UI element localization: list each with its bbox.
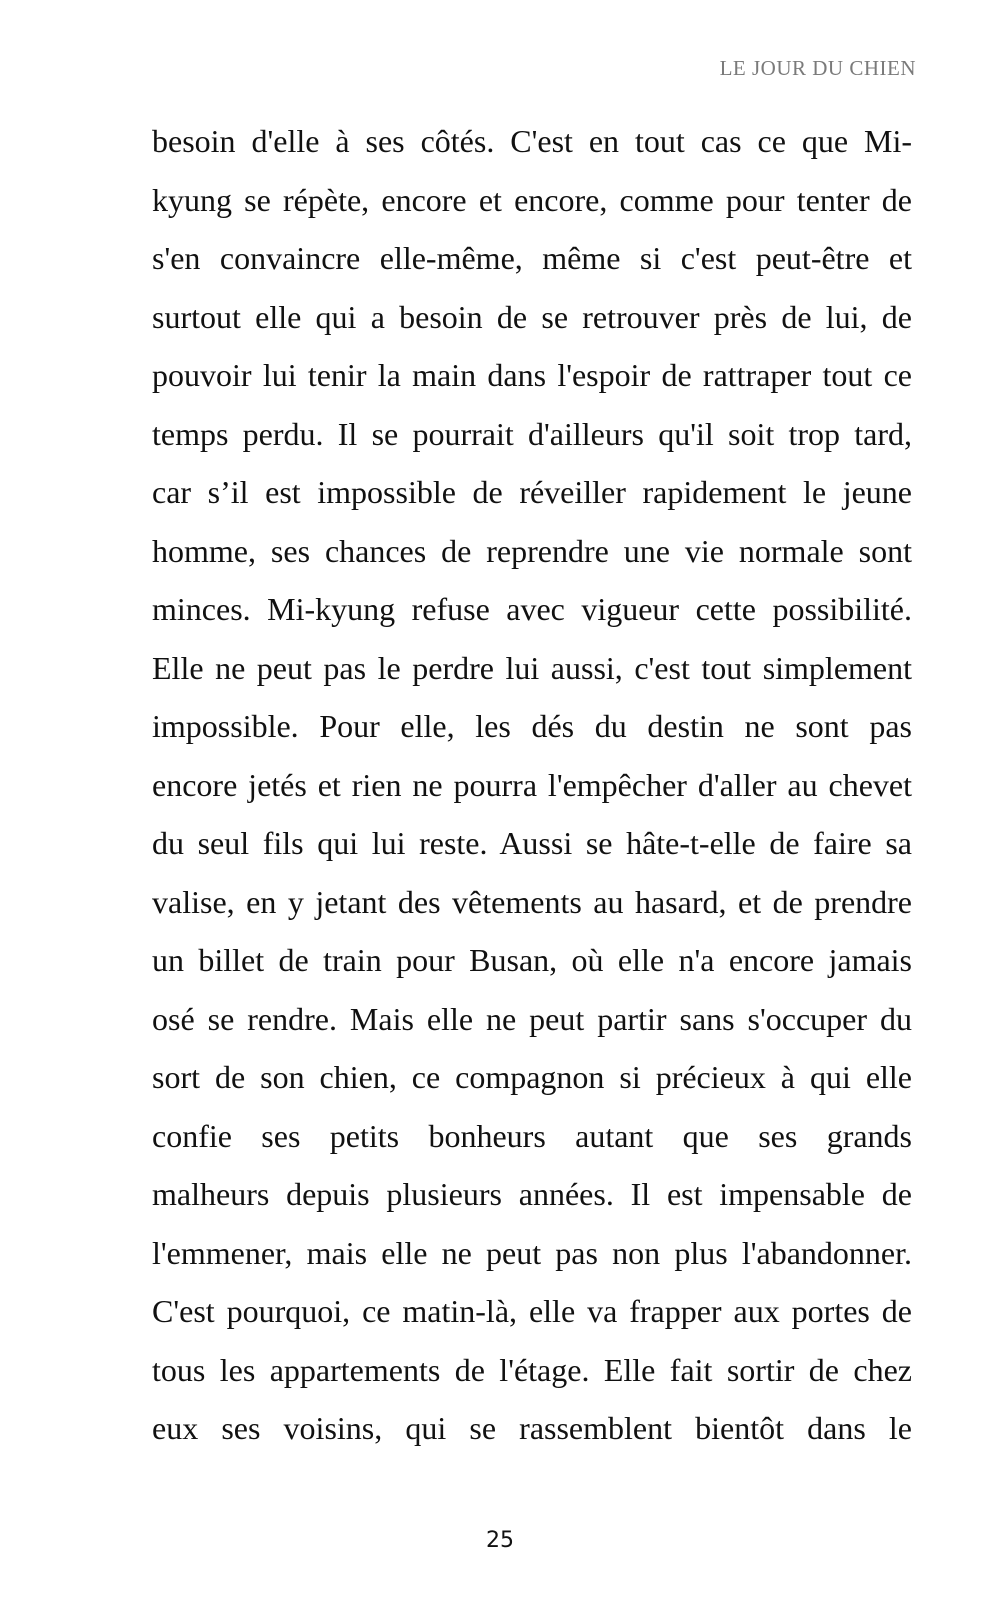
body-text (152, 112, 912, 1458)
text-line: malheurs depuis plusieurs années. Il est impensable de (152, 1176, 912, 1212)
text-line: Elle ne peut pas le perdre lui aussi, c'est tout simplement (152, 649, 912, 686)
text-line: osé se rendre. Mais elle ne peut partir sans s'occuper du (152, 1000, 912, 1037)
text-line: car s’il est impossible de réveiller rapidement le jeune (152, 474, 912, 510)
text-line: l'emmener, mais elle ne peut pas non plus l'abandonner. (152, 1234, 912, 1271)
page-number: 25 (486, 1528, 514, 1553)
text-line: sort de son chien, ce compagnon si précieux à qui elle (152, 1059, 912, 1095)
text-line: surtout elle qui a besoin de se retrouver près de lui, de (152, 298, 912, 335)
running-header: LE JOUR DU CHIEN (719, 56, 916, 80)
text-line: du seul fils qui lui reste. Aussi se hâte-t-elle de faire sa (152, 825, 912, 861)
text-line: encore jetés et rien ne pourra l'empêcher d'aller au chevet (152, 766, 912, 803)
text-line: confie ses petits bonheurs autant que ses grands (152, 1117, 912, 1154)
text-line: impossible. Pour elle, les dés du destin ne sont pas (152, 708, 912, 744)
text-line: pouvoir lui tenir la main dans l'espoir de rattraper tout ce (152, 357, 912, 393)
text-line: minces. Mi-kyung refuse avec vigueur cette possibilité. (152, 591, 912, 627)
text-line: eux ses voisins, qui se rassemblent bientôt dans le (152, 1410, 912, 1446)
text-line: kyung se répète, encore et encore, comme pour tenter de (152, 181, 912, 218)
text-line: un billet de train pour Busan, où elle n'a encore jamais (152, 942, 912, 978)
text-line: C'est pourquoi, ce matin-là, elle va frapper aux portes de (152, 1293, 912, 1329)
text-line: s'en convaincre elle-même, même si c'est peut-être et (152, 240, 912, 276)
text-line: besoin d'elle à ses côtés. C'est en tout cas ce que Mi- (152, 123, 912, 159)
text-line: temps perdu. Il se pourrait d'ailleurs qu'il soit trop tard, (152, 415, 912, 452)
text-line: homme, ses chances de reprendre une vie normale sont (152, 532, 912, 569)
text-line: tous les appartements de l'étage. Elle fait sortir de chez (152, 1351, 912, 1388)
text-line: valise, en y jetant des vêtements au hasard, et de prendre (152, 883, 912, 920)
